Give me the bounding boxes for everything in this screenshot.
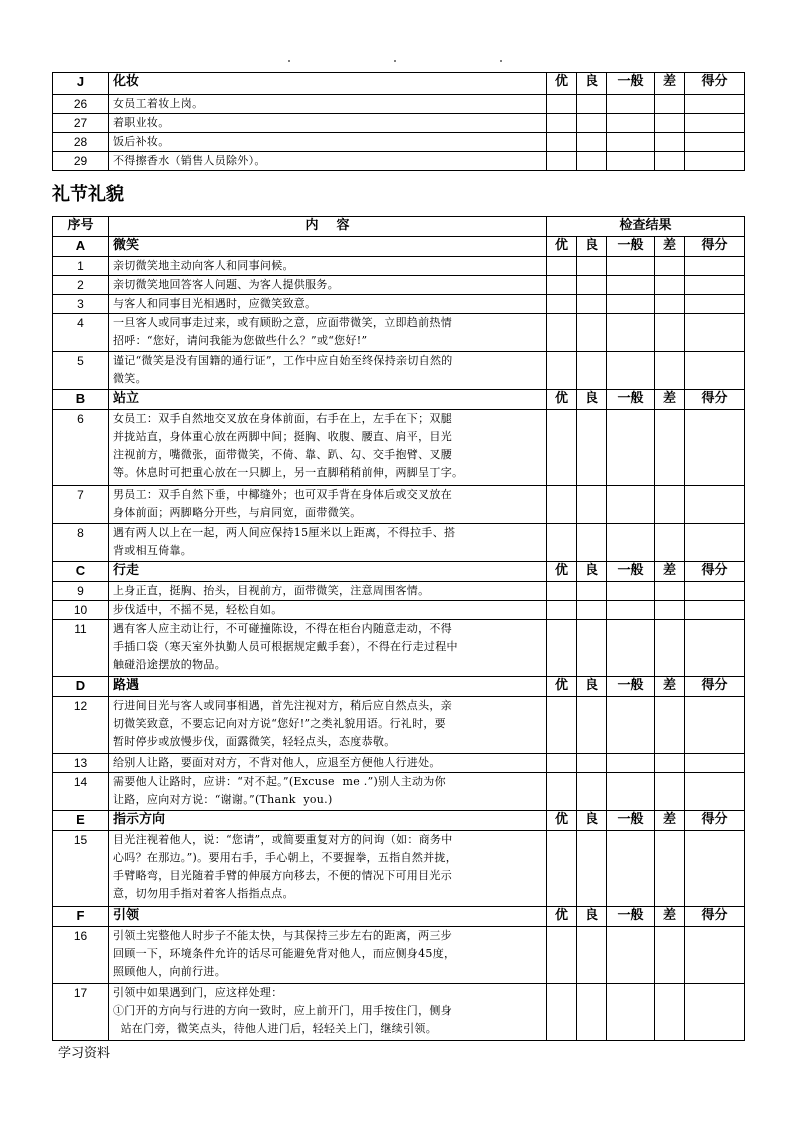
- item-text-line: 手插口袋（寒天室外执勤人员可根据规定戴手套），不得在行走过程中: [113, 640, 458, 653]
- decor-dot: [288, 60, 290, 62]
- score-cell: [577, 697, 607, 754]
- table-row: [53, 114, 745, 133]
- item-number: 27: [53, 114, 109, 133]
- score-cell: [547, 754, 577, 773]
- score-cell: [607, 95, 655, 114]
- item-text-line: 意，切勿用手指对着客人指指点点。: [113, 887, 294, 900]
- item-number: 1: [53, 257, 109, 276]
- score-cell: [547, 257, 577, 276]
- item-number: 14: [53, 773, 109, 811]
- score-label: 得分: [685, 811, 745, 831]
- item-text-line: 谨记“微笑是没有国籍的通行证”，工作中应自始至终保持亲切自然的: [113, 354, 453, 367]
- score-cell: [577, 257, 607, 276]
- score-cell: [655, 257, 685, 276]
- item-text: [109, 257, 547, 276]
- score-cell: [577, 831, 607, 907]
- category-code: E: [53, 811, 109, 831]
- score-cell: [577, 114, 607, 133]
- header-no: 序号: [53, 217, 109, 237]
- score-cell: [607, 486, 655, 524]
- item-text-line: 回顾一下，环境条件允许的话尽可能避免背对他人，而应侧身45度，: [113, 947, 456, 960]
- item-text: [109, 984, 547, 1041]
- item-text-line: 需要他人让路时，应讲：“对不起。”(Excuse me .”)别人主动为你: [113, 775, 446, 788]
- score-cell: [547, 831, 577, 907]
- score-label: 得分: [685, 677, 745, 697]
- score-cell: [577, 754, 607, 773]
- score-cell: [547, 773, 577, 811]
- table-row: [53, 410, 745, 486]
- item-text: [109, 582, 547, 601]
- item-text-line: 男员工：双手自然下垂，中椰缝外；也可双手背在身体后或交叉放在: [113, 488, 452, 501]
- score-cell: [655, 524, 685, 562]
- score-cell: [607, 276, 655, 295]
- table-row: [53, 152, 745, 171]
- table-row: [53, 257, 745, 276]
- item-text: [109, 773, 547, 811]
- item-number: 6: [53, 410, 109, 486]
- score-cell: [547, 352, 577, 390]
- score-cell: [547, 410, 577, 486]
- item-number: 13: [53, 754, 109, 773]
- item-text-line: ①门开的方向与行进的方向一致时，应上前开门，用手按住门，侧身: [113, 1004, 452, 1017]
- category-row: [53, 390, 745, 410]
- score-cell: [685, 984, 745, 1041]
- score-cell: [607, 133, 655, 152]
- item-text-line: 并拢站直，身体重心放在两脚中间；挺胸、收腹、腰直、肩平，目光: [113, 430, 452, 443]
- item-number: 10: [53, 601, 109, 620]
- category-code: J: [53, 73, 109, 95]
- score-cell: [577, 486, 607, 524]
- score-cell: [685, 257, 745, 276]
- item-text: [109, 314, 547, 352]
- score-cell: [577, 524, 607, 562]
- footer-text: 学习资料: [58, 1045, 111, 1060]
- table-row: [53, 276, 745, 295]
- score-cell: [577, 152, 607, 171]
- score-cell: [655, 697, 685, 754]
- item-text: 着职业妆。: [109, 114, 547, 133]
- score-cell: [577, 133, 607, 152]
- score-cell: [577, 773, 607, 811]
- item-number: 26: [53, 95, 109, 114]
- item-text-line: 注视前方，嘴微张，面带微笑，不倚、靠、趴、勾、交手抱臂、叉腰: [113, 448, 452, 461]
- table-row: [53, 620, 745, 677]
- category-code: C: [53, 562, 109, 582]
- category-code: F: [53, 907, 109, 927]
- score-cell: [685, 133, 745, 152]
- item-number: 16: [53, 927, 109, 984]
- item-number: 15: [53, 831, 109, 907]
- score-cell: [655, 95, 685, 114]
- item-number: 17: [53, 984, 109, 1041]
- score-cell: [547, 984, 577, 1041]
- score-cell: [685, 95, 745, 114]
- score-cell: [685, 352, 745, 390]
- score-cell: [685, 831, 745, 907]
- decor-dot: [500, 60, 502, 62]
- score-cell: [607, 601, 655, 620]
- score-label: 良: [577, 907, 607, 927]
- score-cell: [655, 773, 685, 811]
- category-title: 指示方向: [109, 811, 547, 831]
- table-header-row: [53, 217, 745, 237]
- score-cell: [655, 601, 685, 620]
- category-code: D: [53, 677, 109, 697]
- item-text: [109, 601, 547, 620]
- score-cell: [655, 133, 685, 152]
- item-text: 女员工着妆上岗。: [109, 95, 547, 114]
- score-cell: [685, 620, 745, 677]
- item-text: 饭后补妆。: [109, 133, 547, 152]
- score-cell: [685, 754, 745, 773]
- item-text: [109, 831, 547, 907]
- score-cell: [607, 620, 655, 677]
- item-text-line: 步伐适中，不摇不晃，轻松自如。: [113, 603, 283, 616]
- score-label: 差: [655, 562, 685, 582]
- score-cell: [685, 114, 745, 133]
- score-label: 差: [655, 907, 685, 927]
- score-cell: [547, 133, 577, 152]
- category-title: 微笑: [109, 237, 547, 257]
- item-text-line: 站在门旁，微笑点头，待他人进门后，轻轻关上门，继续引领。: [113, 1022, 437, 1035]
- score-label: 良: [577, 562, 607, 582]
- header-result: 检查结果: [547, 217, 745, 237]
- score-cell: [607, 314, 655, 352]
- score-cell: [577, 620, 607, 677]
- score-cell: [655, 314, 685, 352]
- item-text: [109, 927, 547, 984]
- category-code: B: [53, 390, 109, 410]
- item-number: 3: [53, 295, 109, 314]
- score-label: 优: [547, 390, 577, 410]
- score-label: 一般: [607, 73, 655, 95]
- category-title: 站立: [109, 390, 547, 410]
- category-row: [53, 562, 745, 582]
- table-row: [53, 582, 745, 601]
- item-text: [109, 754, 547, 773]
- item-text-line: 亲切微笑地回答客人问题、为客人提供服务。: [113, 278, 339, 291]
- score-cell: [547, 314, 577, 352]
- score-cell: [655, 114, 685, 133]
- score-cell: [607, 697, 655, 754]
- score-cell: [547, 927, 577, 984]
- score-label: 差: [655, 390, 685, 410]
- score-cell: [577, 276, 607, 295]
- score-cell: [685, 314, 745, 352]
- score-cell: [685, 601, 745, 620]
- table-row: [53, 601, 745, 620]
- item-text-line: 背或相互倚靠。: [113, 544, 193, 557]
- item-number: 4: [53, 314, 109, 352]
- score-cell: [655, 927, 685, 984]
- table-row: [53, 314, 745, 352]
- score-cell: [685, 697, 745, 754]
- score-cell: [607, 152, 655, 171]
- score-cell: [655, 620, 685, 677]
- score-cell: [577, 352, 607, 390]
- item-text-line: 身体前面；两脚略分开些，与肩同宽，面带微笑。: [113, 506, 362, 519]
- item-number: 29: [53, 152, 109, 171]
- score-cell: [577, 314, 607, 352]
- item-text-line: 给别人让路，要面对对方，不背对他人，应退至方便他人行进处。: [113, 756, 441, 769]
- category-title: 引领: [109, 907, 547, 927]
- score-label: 差: [655, 677, 685, 697]
- score-cell: [607, 831, 655, 907]
- score-label: 优: [547, 237, 577, 257]
- score-cell: [547, 601, 577, 620]
- category-title: 化妆: [109, 73, 547, 95]
- score-label: 得分: [685, 390, 745, 410]
- item-text: [109, 295, 547, 314]
- table-row: [53, 486, 745, 524]
- score-label: 优: [547, 562, 577, 582]
- score-cell: [685, 410, 745, 486]
- score-cell: [685, 295, 745, 314]
- category-code: A: [53, 237, 109, 257]
- score-label: 一般: [607, 811, 655, 831]
- item-number: 12: [53, 697, 109, 754]
- item-text-line: 遇有两人以上在一起，两人间应保持15厘米以上距离，不得拉手、搭: [113, 526, 456, 539]
- score-cell: [655, 295, 685, 314]
- item-text: [109, 620, 547, 677]
- score-cell: [685, 486, 745, 524]
- category-row: [53, 907, 745, 927]
- score-cell: [607, 773, 655, 811]
- score-cell: [655, 754, 685, 773]
- score-cell: [577, 927, 607, 984]
- score-cell: [685, 927, 745, 984]
- item-text: [109, 524, 547, 562]
- item-text-line: 暂时停步或放慢步伐，面露微笑，轻轻点头，态度恭敬。: [113, 735, 396, 748]
- item-text: [109, 486, 547, 524]
- score-label: 一般: [607, 390, 655, 410]
- score-cell: [607, 114, 655, 133]
- score-cell: [547, 582, 577, 601]
- item-text-line: 与客人和同事目光相遇时，应微笑致意。: [113, 297, 317, 310]
- score-cell: [607, 927, 655, 984]
- table-row: [53, 133, 745, 152]
- item-text: [109, 697, 547, 754]
- table-row: [53, 697, 745, 754]
- category-title: 行走: [109, 562, 547, 582]
- score-cell: [607, 257, 655, 276]
- item-text-line: 招呼：“您好，请问我能为您做些什么？”或“您好!”: [113, 334, 368, 347]
- item-text-line: 上身正直，挺胸、抬头，目视前方，面带微笑，注意周围客情。: [113, 584, 430, 597]
- table-row: [53, 95, 745, 114]
- score-cell: [655, 410, 685, 486]
- score-cell: [547, 524, 577, 562]
- score-cell: [655, 831, 685, 907]
- item-text-line: 照顾他人，向前行进。: [113, 965, 226, 978]
- item-number: 9: [53, 582, 109, 601]
- score-cell: [607, 295, 655, 314]
- score-cell: [547, 95, 577, 114]
- table-row: [53, 352, 745, 390]
- table-row: [53, 773, 745, 811]
- score-label: 差: [655, 73, 685, 95]
- score-cell: [685, 152, 745, 171]
- item-text-line: 目光注视着他人，说：“您请”，或简要重复对方的问询（如：商务中: [113, 833, 453, 846]
- score-label: 一般: [607, 562, 655, 582]
- score-cell: [607, 524, 655, 562]
- top-dots: [0, 60, 794, 66]
- score-cell: [685, 582, 745, 601]
- score-cell: [577, 984, 607, 1041]
- item-text-line: 手臂略弯，目光随着手臂的伸展方向移去，不便的情况下可用目光示: [113, 869, 452, 882]
- item-text: [109, 410, 547, 486]
- item-text-line: 引领土宪整他人时步子不能太快，与其保持三步左右的距离，两三步: [113, 929, 452, 942]
- item-text-line: 切微笑致意，不要忘记向对方说“您好!”之类礼貌用语。行礼时，要: [113, 717, 446, 730]
- score-cell: [655, 984, 685, 1041]
- score-label: 优: [547, 73, 577, 95]
- score-cell: [547, 697, 577, 754]
- score-label: 良: [577, 237, 607, 257]
- score-cell: [685, 276, 745, 295]
- item-number: 8: [53, 524, 109, 562]
- score-cell: [547, 620, 577, 677]
- score-cell: [607, 582, 655, 601]
- makeup-table: [52, 72, 745, 171]
- score-cell: [655, 276, 685, 295]
- score-cell: [577, 601, 607, 620]
- decor-dot: [394, 60, 396, 62]
- category-row: [53, 73, 745, 95]
- item-text-line: 触碰沿途摆放的物品。: [113, 658, 226, 671]
- table-row: [53, 524, 745, 562]
- score-cell: [547, 276, 577, 295]
- score-cell: [655, 582, 685, 601]
- item-text-line: 行进间目光与客人或同事相遇，首先注视对方，稍后应自然点头，亲: [113, 699, 452, 712]
- score-label: 一般: [607, 677, 655, 697]
- score-cell: [655, 152, 685, 171]
- score-cell: [547, 114, 577, 133]
- score-label: 优: [547, 811, 577, 831]
- score-label: 良: [577, 73, 607, 95]
- score-label: 优: [547, 677, 577, 697]
- score-cell: [655, 352, 685, 390]
- score-cell: [685, 773, 745, 811]
- header-content: 内 容: [109, 217, 547, 237]
- item-text-line: 亲切微笑地主动向客人和同事问候。: [113, 259, 294, 272]
- score-cell: [655, 486, 685, 524]
- category-title: 路遇: [109, 677, 547, 697]
- score-cell: [685, 524, 745, 562]
- score-label: 良: [577, 677, 607, 697]
- score-label: 一般: [607, 237, 655, 257]
- item-text: [109, 276, 547, 295]
- score-label: 得分: [685, 907, 745, 927]
- score-label: 得分: [685, 73, 745, 95]
- score-label: 一般: [607, 907, 655, 927]
- item-number: 7: [53, 486, 109, 524]
- item-number: 5: [53, 352, 109, 390]
- score-cell: [607, 984, 655, 1041]
- item-text-line: 引领中如果遇到门，应这样处理：: [113, 986, 283, 999]
- item-text-line: 遇有客人应主动让行，不可碰撞陈设，不得在柜台内随意走动，不得: [113, 622, 452, 635]
- score-cell: [547, 152, 577, 171]
- score-cell: [547, 486, 577, 524]
- item-number: 2: [53, 276, 109, 295]
- score-cell: [577, 582, 607, 601]
- item-text-line: 让路，应向对方说：“谢谢。”(Thank you.): [113, 793, 333, 806]
- item-text: 不得擦香水（销售人员除外）。: [109, 152, 547, 171]
- score-label: 良: [577, 811, 607, 831]
- section-title: 礼节礼貌: [52, 184, 124, 205]
- score-label: 差: [655, 237, 685, 257]
- score-label: 得分: [685, 237, 745, 257]
- item-text-line: 心吗？在那边。”)。要用右手，手心朝上，不要握拳，五指自然并拢，: [113, 851, 458, 864]
- table-row: [53, 831, 745, 907]
- item-number: 28: [53, 133, 109, 152]
- score-cell: [577, 295, 607, 314]
- category-row: [53, 237, 745, 257]
- table-row: [53, 754, 745, 773]
- item-number: 11: [53, 620, 109, 677]
- category-row: [53, 811, 745, 831]
- score-cell: [577, 410, 607, 486]
- etiquette-table: [52, 216, 745, 1041]
- item-text-line: 一旦客人或同事走过来，或有顾盼之意，应面带微笑，立即趋前热情: [113, 316, 452, 329]
- item-text: [109, 352, 547, 390]
- score-label: 差: [655, 811, 685, 831]
- table-row: [53, 984, 745, 1041]
- item-text-line: 微笑。: [113, 372, 147, 385]
- category-row: [53, 677, 745, 697]
- score-cell: [547, 295, 577, 314]
- score-label: 良: [577, 390, 607, 410]
- score-cell: [607, 754, 655, 773]
- table-row: [53, 295, 745, 314]
- table-row: [53, 927, 745, 984]
- score-label: 得分: [685, 562, 745, 582]
- item-text-line: 等。休息时可把重心放在一只脚上，另一直脚稍稍前伸，两脚呈丁字。: [113, 466, 464, 479]
- item-text-line: 女员工：双手自然地交叉放在身体前面，右手在上，左手在下；双腿: [113, 412, 452, 425]
- score-cell: [577, 95, 607, 114]
- score-cell: [607, 352, 655, 390]
- score-label: 优: [547, 907, 577, 927]
- score-cell: [607, 410, 655, 486]
